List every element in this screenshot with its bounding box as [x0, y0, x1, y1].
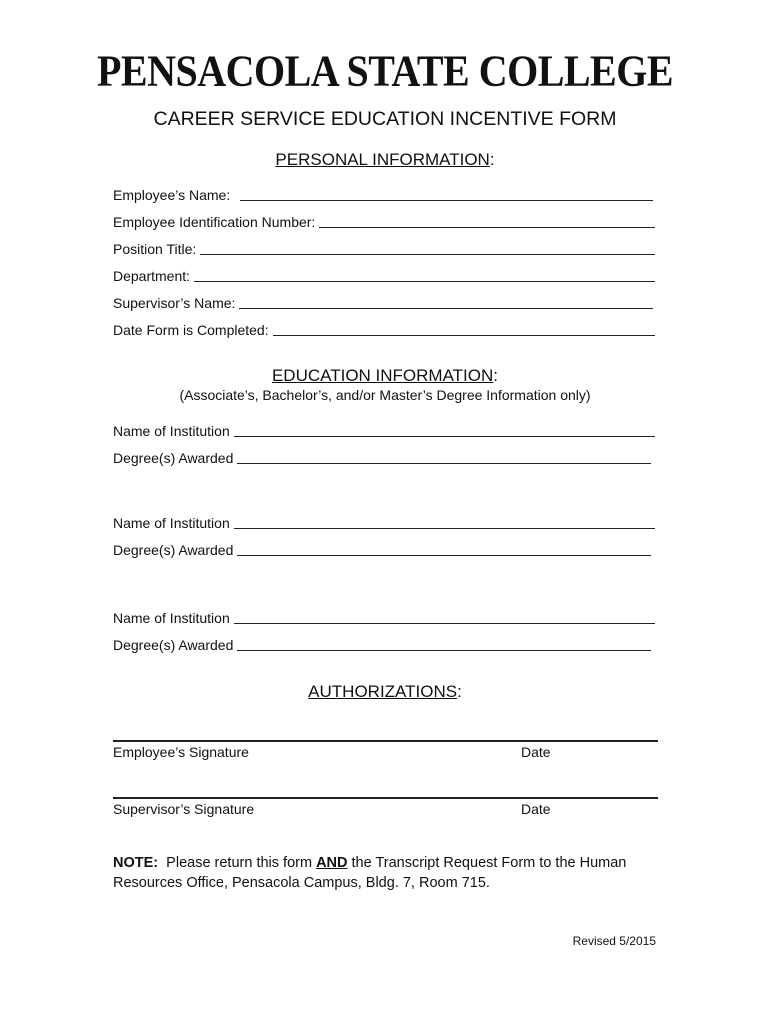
education-info-heading-colon: : — [493, 366, 499, 385]
degree-line-1[interactable] — [237, 463, 651, 464]
personal-info-heading — [0, 150, 770, 170]
position-title-field[interactable] — [113, 241, 655, 257]
college-logo: PENSACOLA STATE COLLEGE — [96, 45, 674, 96]
degree-label-3: Degree(s) Awarded — [113, 637, 234, 653]
supervisor-date-label: Date — [521, 801, 551, 817]
degree-field-2[interactable] — [113, 542, 651, 558]
note-text-after: the Transcript Request Form to the Human Resources Office, Pensacola Campus, Bldg. 7, Room 715. — [113, 855, 627, 891]
note-text-before: Please return this form — [166, 855, 317, 871]
revised-date: Revised 5/2015 — [572, 934, 656, 948]
degree-field-3[interactable] — [113, 637, 651, 653]
institution-line-2[interactable] — [234, 528, 655, 529]
employee-name-field[interactable] — [113, 187, 653, 203]
employee-date-label: Date — [521, 744, 551, 760]
employee-id-field[interactable] — [113, 214, 655, 230]
supervisor-name-line[interactable] — [239, 308, 653, 309]
institution-line-1[interactable] — [234, 436, 655, 437]
institution-field-2[interactable] — [113, 515, 655, 531]
supervisor-signature-line[interactable] — [113, 797, 658, 799]
supervisor-name-field[interactable] — [113, 295, 653, 311]
department-label: Department: — [113, 268, 191, 284]
degree-line-2[interactable] — [237, 555, 651, 556]
supervisor-name-label: Supervisor’s Name: — [113, 295, 236, 311]
authorizations-heading-text: AUTHORIZATIONS — [308, 682, 458, 701]
institution-label-3: Name of Institution — [113, 610, 230, 626]
authorizations-heading-colon: : — [457, 682, 462, 701]
education-info-subtitle: (Associate’s, Bachelor’s, and/or Master’s Degree Information only) — [179, 387, 591, 403]
institution-label-2: Name of Institution — [113, 515, 230, 531]
employee-name-line[interactable] — [240, 200, 653, 201]
date-completed-field[interactable] — [113, 322, 655, 338]
degree-label-1: Degree(s) Awarded — [113, 450, 234, 466]
position-title-label: Position Title: — [113, 241, 197, 257]
institution-field-1[interactable] — [113, 423, 655, 439]
supervisor-signature-label: Supervisor’s Signature — [113, 801, 255, 817]
institution-label-1: Name of Institution — [113, 423, 230, 439]
education-info-heading-text: EDUCATION INFORMATION — [271, 366, 494, 385]
degree-line-3[interactable] — [237, 650, 651, 651]
employee-id-line[interactable] — [319, 227, 655, 228]
institution-field-3[interactable] — [113, 610, 655, 626]
personal-info-heading-colon: : — [489, 150, 495, 169]
degree-field-1[interactable] — [113, 450, 651, 466]
note-prefix: NOTE: — [113, 855, 159, 871]
return-note — [113, 853, 673, 893]
education-info-heading — [0, 366, 770, 386]
department-line[interactable] — [194, 281, 655, 282]
date-completed-label: Date Form is Completed: — [113, 322, 269, 338]
position-title-line[interactable] — [200, 254, 655, 255]
degree-label-2: Degree(s) Awarded — [113, 542, 234, 558]
employee-signature-line[interactable] — [113, 740, 658, 742]
personal-info-heading-text: PERSONAL INFORMATION — [275, 150, 490, 169]
employee-signature-label: Employee’s Signature — [113, 744, 249, 760]
institution-line-3[interactable] — [234, 623, 655, 624]
employee-id-label: Employee Identification Number: — [113, 214, 316, 230]
employee-name-label: Employee’s Name: — [113, 187, 231, 203]
department-field[interactable] — [113, 268, 655, 284]
authorizations-heading — [0, 682, 770, 702]
form-title: CAREER SERVICE EDUCATION INCENTIVE FORM — [153, 108, 617, 130]
note-emphasis: AND — [316, 855, 348, 871]
date-completed-line[interactable] — [273, 335, 655, 336]
